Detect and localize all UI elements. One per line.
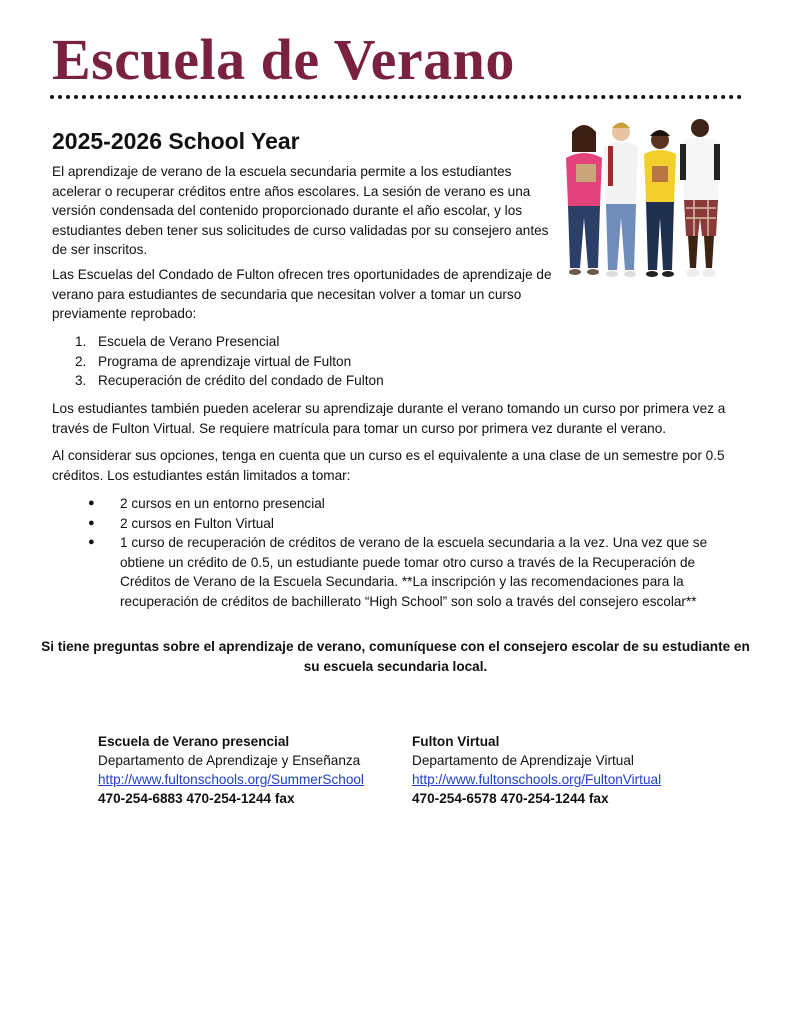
limits-paragraph: Al considerar sus opciones, tenga en cuenta que un curso es el equivalente a una clase de un semestre por 0.5 créditos. Los estudiantes están limitados a tomar: <box>52 448 725 483</box>
accelerate-paragraph: Los estudiantes también pueden acelerar su aprendizaje durante el verano tomando un curso por primera vez a través de Fulton Virtual. Se requiere matrícula para tomar un curso por primera vez durante el verano. <box>52 401 726 436</box>
contact-dept: Departamento de Aprendizaje Virtual <box>412 753 634 768</box>
fulton-virtual-link[interactable]: http://www.fultonschools.org/FultonVirtual <box>412 772 662 787</box>
section-heading: 2025-2026 School Year <box>52 128 300 154</box>
page-title: Escuela de Verano <box>52 27 515 92</box>
student-figure <box>680 119 720 277</box>
bullet-icon: ● <box>88 497 95 509</box>
contact-virtual <box>412 732 712 808</box>
contact-phones: 470-254-6883 470-254-1244 fax <box>98 791 295 806</box>
students-photo-icon <box>562 118 740 298</box>
bullet-icon: ● <box>88 536 95 548</box>
contact-in-person <box>98 732 378 808</box>
list-item: 3. Recuperación de crédito del condado de Fulton <box>75 373 384 388</box>
summer-school-link[interactable]: http://www.fultonschools.org/SummerSchool <box>98 772 364 787</box>
contact-note: Si tiene preguntas sobre el aprendizaje de verano, comuníquese con el consejero escolar de su estudiante en su escuela secundaria local. <box>41 639 750 674</box>
list-item: 1. Escuela de Verano Presencial <box>75 334 280 349</box>
contact-title: Escuela de Verano presencial <box>98 734 290 749</box>
dotted-divider <box>50 95 742 99</box>
student-figure <box>604 123 638 278</box>
student-figure <box>644 130 676 277</box>
options-paragraph: Las Escuelas del Condado de Fulton ofrecen tres oportunidades de aprendizaje de verano para estudiantes de secundaria que necesitan volver a tomar un curso previamente reprobado: <box>52 267 552 321</box>
contact-title: Fulton Virtual <box>412 734 500 749</box>
contact-dept: Departamento de Aprendizaje y Enseñanza <box>98 753 361 768</box>
bullet-icon: ● <box>88 516 95 529</box>
list-item: ● 2 cursos en un entorno presencial <box>88 494 738 514</box>
list-item: ● 2 cursos en Fulton Virtual <box>88 514 738 534</box>
list-item: ● 1 curso de recuperación de créditos de verano de la escuela secundaria a la vez. Una vez que se obtiene un crédito de 0.5, un estudiante puede tomar otro curso a través de la Recuperación de Créditos de Verano de la Escuela Secundaria. **La inscripción y las recomendaciones para la recuperación de créditos de bachillerato “High School” son solo a través del consejero escolar** <box>88 533 738 611</box>
options-list <box>75 332 384 391</box>
contact-phones: 470-254-6578 470-254-1244 fax <box>412 791 609 806</box>
limits-list <box>88 494 738 611</box>
intro-paragraph: El aprendizaje de verano de la escuela secundaria permite a los estudiantes acelerar o recuperar créditos entre años escolares. La sesión de verano es una versión condensada del contenido proporcionado durante el año escolar, y los estudiantes deben tener sus solicitudes de curso validadas por su consejero antes de ser inscritos. <box>52 164 549 257</box>
student-figure <box>566 125 602 275</box>
list-item: 2. Programa de aprendizaje virtual de Fulton <box>75 353 352 369</box>
